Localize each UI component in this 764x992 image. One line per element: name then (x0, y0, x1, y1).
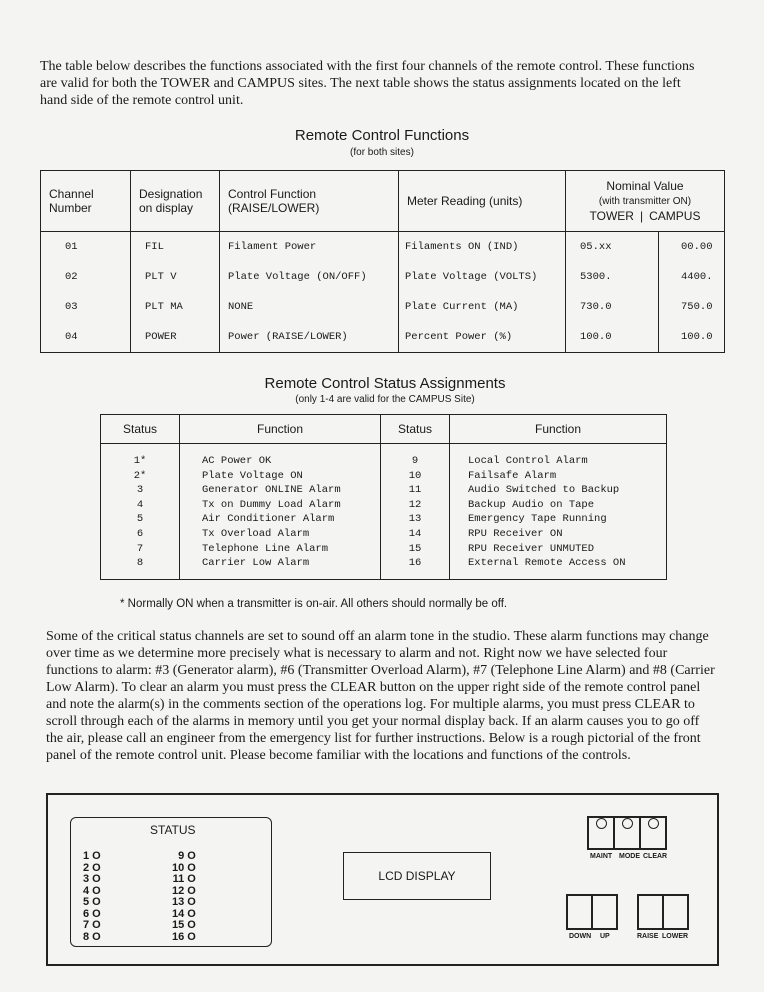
cell-channel: 01 (41, 232, 131, 263)
raise-button[interactable] (638, 895, 663, 929)
nominal-value-sublabel: (with transmitter ON) (598, 195, 692, 207)
status-numbers-left: 1* 2* 3 4 5 6 7 8 (101, 444, 180, 580)
cell-channel: 03 (41, 292, 131, 322)
header-status-left: Status (101, 415, 180, 444)
cell-meter: Plate Voltage (VOLTS) (399, 262, 566, 292)
cell-meter: Plate Current (MA) (399, 292, 566, 322)
down-label: DOWN (569, 933, 592, 940)
table-header-row (101, 415, 667, 444)
cell-control: Plate Voltage (ON/OFF) (220, 262, 399, 292)
alarm-paragraph: Some of the critical status channels are set to sound off an alarm tone in the studio. These alarm functions may change over time as we determine more precisely what is necessary to alarm and not. Right now we have selected four functions to alarm: #3 (Generator alarm), #6 (Transmitter Overload Alarm), #7 (Telephone Line Alarm) and #8 (Carrier Low Alarm). To clear an alarm you must press the CLEAR button on the upper right side of the remote control panel and note the alarm(s) in the comments section of the operations log. For multiple alarms, you must press CLEAR to scroll through each of the alarms in memory until you get your normal display back. If an alarm causes you to go off the air, please call an engineer from the emergency list for further instructions. Below is a rough pictorial of the front panel of the remote control unit. Please become familiar with the locations and functions of the controls. (46, 629, 715, 763)
cell-control: Filament Power (220, 232, 399, 263)
table-row (101, 444, 667, 580)
functions-table-title: Remote Control Functions (294, 127, 470, 144)
table-row (41, 262, 725, 292)
table-row (41, 232, 725, 263)
clear-label: CLEAR (643, 853, 668, 860)
cell-campus: 750.0 (659, 292, 725, 322)
cell-tower: 730.0 (566, 292, 659, 322)
up-button[interactable] (592, 895, 617, 929)
cell-designation: PLT V (131, 262, 220, 292)
cell-campus: 100.0 (659, 322, 725, 353)
cell-meter: Filaments ON (IND) (399, 232, 566, 263)
status-leds-left: 1 O 2 O 3 O 4 O 5 O 6 O 7 O 8 O (83, 850, 101, 943)
status-functions-left: AC Power OK Plate Voltage ON Generator ONLINE Alarm Tx on Dummy Load Alarm Air Conditioner Alarm Tx Overload Alarm Telephone Line Alarm Carrier Low Alarm (180, 444, 381, 580)
status-functions-right: Local Control Alarm Failsafe Alarm Audio Switched to Backup Backup Audio on Tape Emergency Tape Running RPU Receiver ON RPU Receiver UNMUTED External Remote Access ON (450, 444, 667, 580)
header-designation: Designation on display (131, 171, 220, 232)
status-numbers-right: 9 10 11 12 13 14 15 16 (381, 444, 450, 580)
cell-channel: 02 (41, 262, 131, 292)
clear-button[interactable] (640, 817, 666, 849)
functions-table-subtitle: (for both sites) (350, 147, 414, 158)
mode-button[interactable] (614, 817, 640, 849)
cell-tower: 5300. (566, 262, 659, 292)
header-function-right: Function (450, 415, 667, 444)
remote-control-functions-table (40, 170, 725, 353)
status-assignments-table (100, 414, 667, 580)
status-label: STATUS (150, 823, 196, 837)
cell-designation: POWER (131, 322, 220, 353)
lcd-display: LCD DISPLAY (343, 852, 491, 900)
down-up-buttons (566, 894, 618, 930)
header-meter-reading: Meter Reading (units) (399, 171, 566, 232)
raise-lower-buttons (637, 894, 689, 930)
cell-designation: FIL (131, 232, 220, 263)
up-label: UP (600, 933, 610, 940)
header-control-function: Control Function (RAISE/LOWER) (220, 171, 399, 232)
nominal-value-label: Nominal Value (606, 178, 684, 193)
cell-campus: 00.00 (659, 232, 725, 263)
cell-channel: 04 (41, 322, 131, 353)
cell-tower: 05.xx (566, 232, 659, 263)
cell-tower: 100.0 (566, 322, 659, 353)
header-function-left: Function (180, 415, 381, 444)
footnote: * Normally ON when a transmitter is on-air. All others should normally be off. (120, 598, 508, 610)
intro-paragraph: The table below describes the functions associated with the first four channels of the remote control. These functions are valid for both the TOWER and CAMPUS sites. The next table shows the status assignments located on the left hand side of the remote control unit. (40, 59, 695, 108)
cell-control: Power (RAISE/LOWER) (220, 322, 399, 353)
header-status-right: Status (381, 415, 450, 444)
header-tower: TOWER (589, 208, 634, 223)
status-leds-right: 9 O 10 O 11 O 12 O 13 O 14 O 15 O 16 O (172, 850, 196, 943)
header-campus: CAMPUS (649, 208, 701, 223)
cell-campus: 4400. (659, 262, 725, 292)
raise-label: RAISE (637, 933, 659, 940)
header-nominal-value: Nominal Value (with transmitter ON) TOWER | CAMPUS (566, 171, 725, 232)
lower-label: LOWER (662, 933, 689, 940)
cell-meter: Percent Power (%) (399, 322, 566, 353)
down-button[interactable] (567, 895, 592, 929)
maint-button[interactable] (588, 817, 614, 849)
cell-designation: PLT MA (131, 292, 220, 322)
maint-mode-clear-buttons (587, 816, 667, 850)
header-channel: Channel Number (41, 171, 131, 232)
status-table-subtitle: (only 1-4 are valid for the CAMPUS Site) (295, 394, 475, 405)
table-header-row (41, 171, 725, 232)
table-row (41, 322, 725, 353)
lower-button[interactable] (663, 895, 688, 929)
maint-label: MAINT (590, 853, 613, 860)
table-row (41, 292, 725, 322)
cell-control: NONE (220, 292, 399, 322)
mode-label: MODE (619, 853, 640, 860)
status-table-title: Remote Control Status Assignments (264, 375, 506, 392)
